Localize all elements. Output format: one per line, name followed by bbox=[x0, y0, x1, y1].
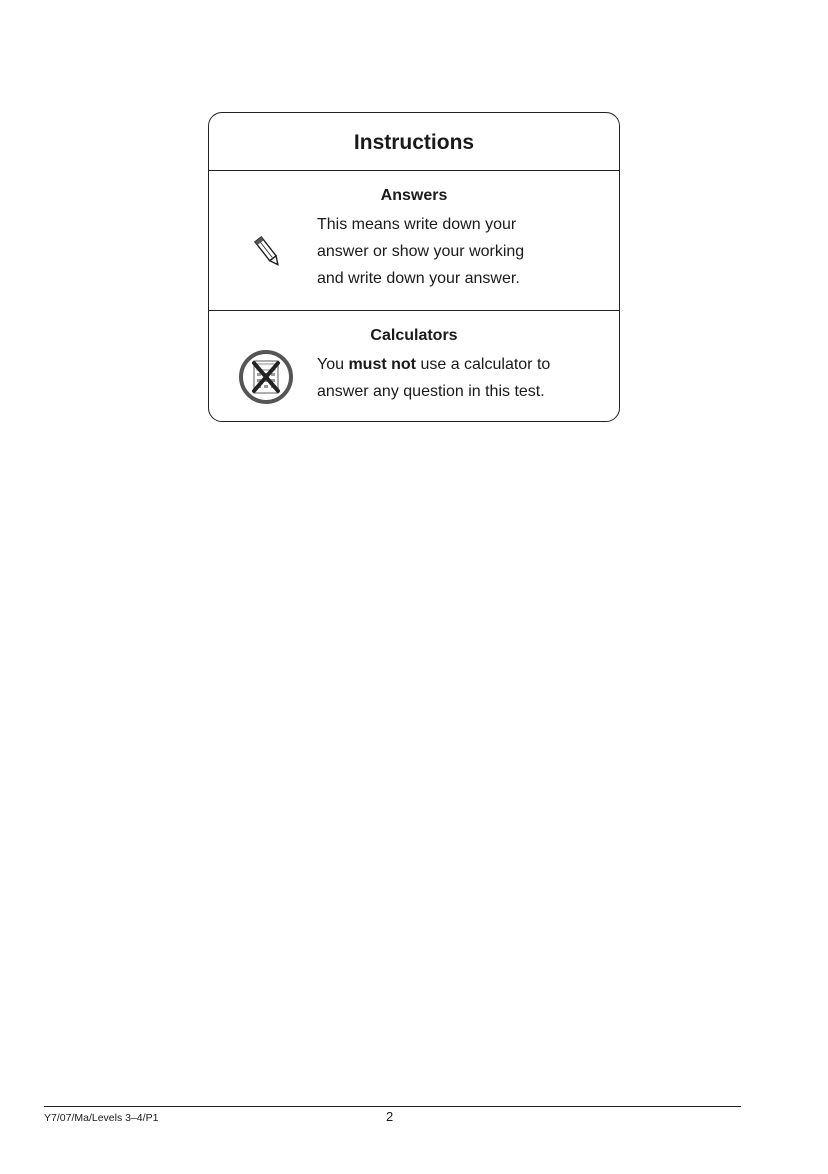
calculators-heading: Calculators bbox=[370, 327, 458, 344]
answers-text bbox=[317, 211, 524, 292]
calculators-text bbox=[317, 351, 550, 405]
calculators-line-2: answer any question in this test. bbox=[317, 383, 545, 400]
calculators-line-1-pre: You bbox=[317, 356, 349, 373]
pencil-icon bbox=[253, 235, 283, 269]
calculators-line-1 bbox=[317, 351, 550, 378]
answers-line-2: answer or show your working bbox=[317, 243, 525, 260]
no-calculator-icon bbox=[238, 349, 294, 405]
answers-line-3: and write down your answer. bbox=[317, 270, 520, 287]
footer-divider bbox=[44, 1106, 741, 1107]
answers-line-1: This means write down your bbox=[317, 216, 517, 233]
instructions-title: Instructions bbox=[209, 113, 619, 171]
calculators-line-1-post: use a calculator to bbox=[416, 356, 551, 373]
answers-section bbox=[209, 171, 619, 311]
answers-heading: Answers bbox=[380, 187, 448, 204]
page-number: 2 bbox=[386, 1109, 394, 1124]
must-not-emphasis: must not bbox=[348, 356, 416, 373]
instructions-box bbox=[208, 112, 620, 422]
calculators-section bbox=[209, 311, 619, 421]
footer-code: Y7/07/Ma/Levels 3–4/P1 bbox=[44, 1112, 159, 1124]
